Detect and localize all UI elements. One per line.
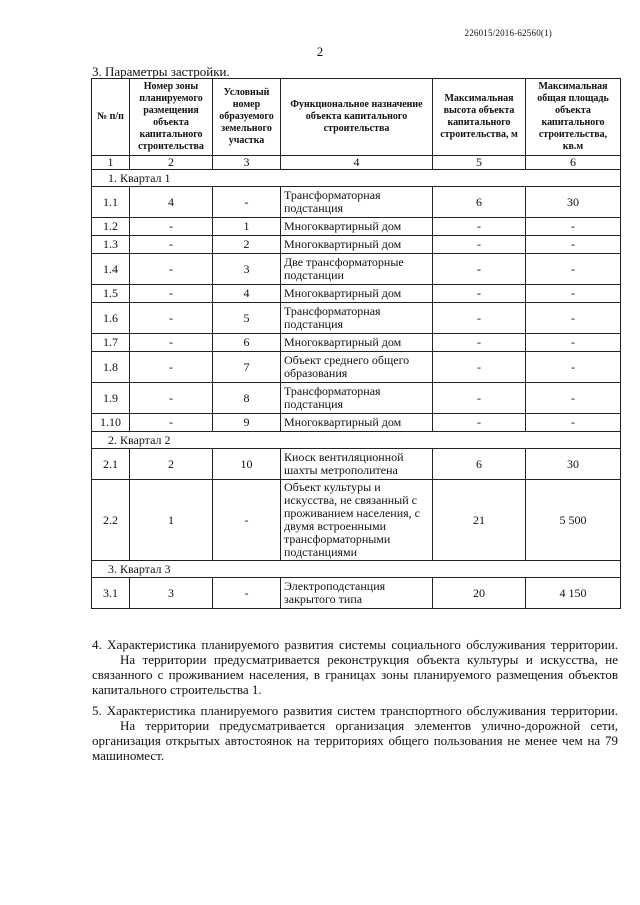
plot-number: 4 (213, 285, 281, 303)
row-number: 1.2 (92, 218, 130, 236)
purpose: Киоск вентиляционной шахты метрополитена (281, 449, 433, 480)
plot-number: 2 (213, 236, 281, 254)
plot-number: - (213, 187, 281, 218)
max-height: 6 (433, 449, 526, 480)
table-row (92, 480, 621, 561)
max-area: 30 (526, 187, 621, 218)
section-5-body: На территории предусматривается организация элементов улично-дорожной сети, организация открытых автостоянок на территориях общего пользования не менее чем на 79 машиномест. (92, 718, 618, 763)
table-row (92, 383, 621, 414)
max-height: - (433, 414, 526, 432)
zone-number: - (130, 285, 213, 303)
purpose: Многоквартирный дом (281, 218, 433, 236)
max-height: - (433, 254, 526, 285)
plot-number: 5 (213, 303, 281, 334)
table-row (92, 236, 621, 254)
row-number: 1.8 (92, 352, 130, 383)
zone-number: 4 (130, 187, 213, 218)
table-row (92, 578, 621, 609)
row-number: 1.1 (92, 187, 130, 218)
max-area: - (526, 218, 621, 236)
zone-number: - (130, 218, 213, 236)
max-height: - (433, 236, 526, 254)
table-row (92, 449, 621, 480)
max-area: - (526, 383, 621, 414)
table-row (92, 303, 621, 334)
group-row (92, 561, 621, 578)
max-area: - (526, 352, 621, 383)
table-row (92, 334, 621, 352)
max-area: - (526, 254, 621, 285)
section-4-body: На территории предусматривается реконструкция объекта культуры и искусства, не связанного с проживанием населения, в границах зоны планируемого размещения объектов капитального строительства 1. (92, 652, 618, 697)
max-height: - (433, 334, 526, 352)
row-number: 1.9 (92, 383, 130, 414)
max-height: - (433, 218, 526, 236)
zone-number: - (130, 254, 213, 285)
header-cell: № п/п (92, 79, 130, 156)
purpose: Трансформаторная подстанция (281, 187, 433, 218)
section-5-heading: 5. Характеристика планируемого развития систем транспортного обслуживания территории. (92, 703, 618, 718)
plot-number: - (213, 480, 281, 561)
header-cell: Функциональное назначение объекта капитального строительства (281, 79, 433, 156)
zone-number: - (130, 334, 213, 352)
column-number: 6 (526, 156, 621, 170)
max-height: 20 (433, 578, 526, 609)
max-area: - (526, 303, 621, 334)
max-area: 30 (526, 449, 621, 480)
row-number: 3.1 (92, 578, 130, 609)
max-height: 6 (433, 187, 526, 218)
header-cell: Максимальная общая площадь объекта капитального строительства, кв.м (526, 79, 621, 156)
max-area: - (526, 414, 621, 432)
group-label: 2. Квартал 2 (92, 432, 621, 449)
purpose: Объект культуры и искусства, не связанный с проживанием населения, с двумя встроенными трансформаторными подстанциями (281, 480, 433, 561)
max-height: - (433, 285, 526, 303)
section-4-heading: 4. Характеристика планируемого развития системы социального обслуживания территории. (92, 637, 618, 652)
purpose: Многоквартирный дом (281, 285, 433, 303)
zone-number: - (130, 352, 213, 383)
purpose: Две трансформаторные подстанции (281, 254, 433, 285)
plot-number: 3 (213, 254, 281, 285)
plot-number: 7 (213, 352, 281, 383)
group-row (92, 432, 621, 449)
purpose: Трансформаторная подстанция (281, 383, 433, 414)
zone-number: - (130, 236, 213, 254)
group-label: 3. Квартал 3 (92, 561, 621, 578)
table-row (92, 187, 621, 218)
table-header-row (92, 79, 621, 156)
plot-number: 8 (213, 383, 281, 414)
parameters-table (91, 78, 621, 609)
column-number: 1 (92, 156, 130, 170)
purpose: Многоквартирный дом (281, 236, 433, 254)
table-row (92, 285, 621, 303)
plot-number: - (213, 578, 281, 609)
max-area: - (526, 236, 621, 254)
max-area: - (526, 285, 621, 303)
purpose: Трансформаторная подстанция (281, 303, 433, 334)
table-row (92, 352, 621, 383)
plot-number: 9 (213, 414, 281, 432)
group-label: 1. Квартал 1 (92, 170, 621, 187)
max-height: - (433, 303, 526, 334)
max-area: 4 150 (526, 578, 621, 609)
zone-number: 1 (130, 480, 213, 561)
section-title: 3. Параметры застройки. (92, 64, 230, 79)
column-number: 4 (281, 156, 433, 170)
header-cell: Номер зоны планируемого размещения объекта капитального строительства (130, 79, 213, 156)
row-number: 1.10 (92, 414, 130, 432)
header-cell: Максимальная высота объекта капитального строительства, м (433, 79, 526, 156)
zone-number: - (130, 383, 213, 414)
purpose: Многоквартирный дом (281, 334, 433, 352)
column-number: 5 (433, 156, 526, 170)
zone-number: 3 (130, 578, 213, 609)
plot-number: 1 (213, 218, 281, 236)
row-number: 1.7 (92, 334, 130, 352)
row-number: 1.4 (92, 254, 130, 285)
group-row (92, 170, 621, 187)
max-height: - (433, 352, 526, 383)
row-number: 2.2 (92, 480, 130, 561)
zone-number: - (130, 414, 213, 432)
zone-number: - (130, 303, 213, 334)
purpose: Многоквартирный дом (281, 414, 433, 432)
column-number-row (92, 156, 621, 170)
purpose: Объект среднего общего образования (281, 352, 433, 383)
max-area: 5 500 (526, 480, 621, 561)
column-number: 2 (130, 156, 213, 170)
plot-number: 10 (213, 449, 281, 480)
plot-number: 6 (213, 334, 281, 352)
document-id: 226015/2016-62560(1) (464, 28, 552, 38)
body-text (92, 637, 618, 763)
max-area: - (526, 334, 621, 352)
table-row (92, 414, 621, 432)
row-number: 1.6 (92, 303, 130, 334)
max-height: 21 (433, 480, 526, 561)
page-number: 2 (316, 44, 324, 59)
row-number: 1.3 (92, 236, 130, 254)
header-cell: Условный номер образуемого земельного участка (213, 79, 281, 156)
table-row (92, 218, 621, 236)
max-height: - (433, 383, 526, 414)
row-number: 1.5 (92, 285, 130, 303)
column-number: 3 (213, 156, 281, 170)
table-row (92, 254, 621, 285)
zone-number: 2 (130, 449, 213, 480)
row-number: 2.1 (92, 449, 130, 480)
purpose: Электроподстанция закрытого типа (281, 578, 433, 609)
